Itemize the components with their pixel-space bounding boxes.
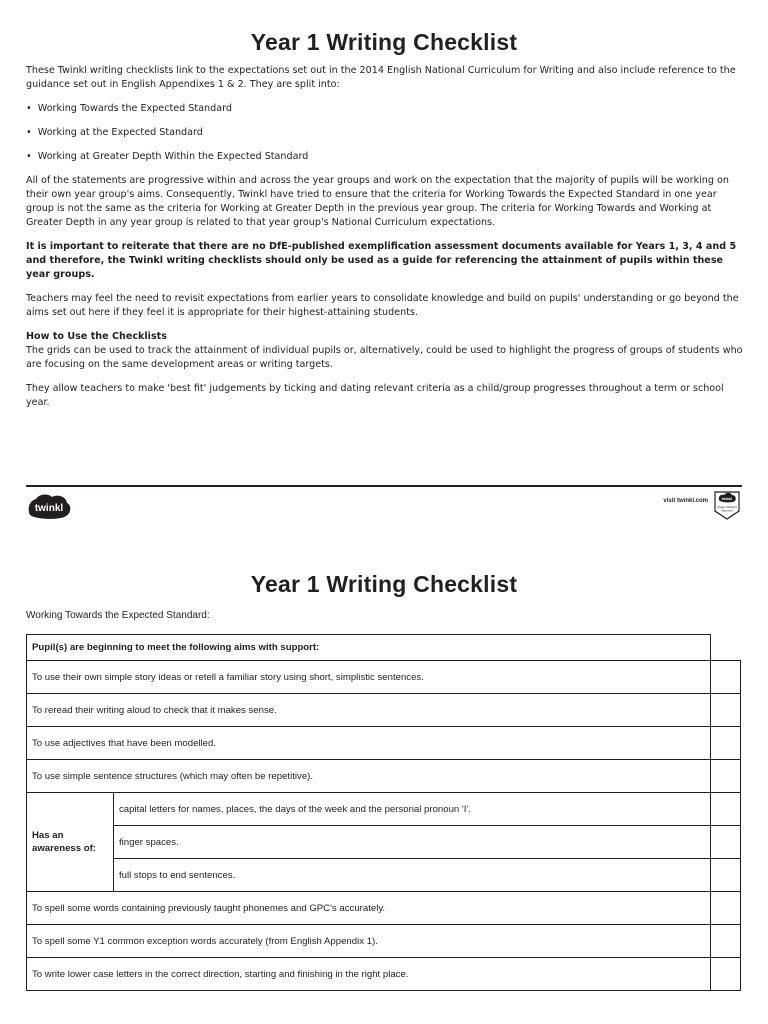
- twinkl-logo: [26, 491, 72, 521]
- best-fit-paragraph: They allow teachers to make 'best fit' judgements by ticking and dating relevant criteria as a child/group progresses throughout a term or school year.: [26, 383, 724, 408]
- checklist-title: Year 1 Writing Checklist: [250, 571, 518, 597]
- svg-text:twinkl: twinkl: [721, 497, 733, 501]
- table-row: [27, 892, 741, 925]
- important-text: It is important to reiterate that there are no DfE-published exemplification assessment documents available for Years 1, 3, 4 and 5 and therefore, the Twinkl writing checklists should only be used as a guide for referencing the attainment of pupils within these year groups.: [26, 241, 737, 280]
- bullet-greater-depth: • Working at Greater Depth Within the Expected Standard: [26, 150, 744, 164]
- svg-text:Quality Standard: Quality Standard: [717, 506, 737, 509]
- tick-cell[interactable]: [711, 793, 741, 826]
- table-row: [27, 925, 741, 958]
- important-paragraph: [26, 240, 744, 282]
- how-to-heading: [26, 330, 744, 344]
- criterion-cell: To use their own simple story ideas or retell a familiar story using short, simplistic sentences.: [27, 661, 711, 694]
- how-to-heading-text: How to Use the Checklists: [26, 331, 167, 342]
- tick-cell[interactable]: [711, 859, 741, 892]
- standard-subheading: Working Towards the Expected Standard:: [26, 610, 210, 621]
- table-row: [27, 727, 741, 760]
- table-row: [27, 826, 741, 859]
- criterion-cell: To spell some Y1 common exception words accurately (from English Appendix 1).: [27, 925, 711, 958]
- criterion-cell: To use adjectives that have been modelled.: [27, 727, 711, 760]
- table-row: [27, 793, 741, 826]
- svg-text:twinkl: twinkl: [34, 503, 64, 514]
- table-header-row: [27, 635, 741, 661]
- awareness-item: finger spaces.: [114, 826, 711, 859]
- how-to-paragraph: The grids can be used to track the attainment of individual pupils or, alternatively, could be used to highlight the progress of groups of students who are focusing on the same development areas or writing targets.: [26, 345, 743, 370]
- awareness-item: full stops to end sentences.: [114, 859, 711, 892]
- tick-cell[interactable]: [711, 760, 741, 793]
- svg-text:Approved: Approved: [721, 509, 733, 513]
- visit-link[interactable]: visit twinkl.com: [663, 498, 708, 504]
- intro-paragraph: These Twinkl writing checklists link to the expectations set out in the 2014 English National Curriculum for Writing and also include reference to the guidance set out in English Appendixes 1 & 2. They are split into:: [26, 65, 736, 90]
- tick-cell[interactable]: [711, 727, 741, 760]
- bullet-working-towards: • Working Towards the Expected Standard: [26, 102, 744, 116]
- table-row: [27, 661, 741, 694]
- progressive-paragraph: All of the statements are progressive within and across the year groups and work on the expectation that the majority of pupils will be working on their own year group's aims. Consequently, Twinkl have tried to ensure that the criteria for Working Towards the Expected Standard in one year group is not the same as the criteria for Working at Greater Depth in the previous year group. The criteria for Working Towards and Working at Greater Depth in any year group is related to that year group's National Curriculum expectations.: [26, 175, 729, 228]
- table-header: Pupil(s) are beginning to meet the following aims with support:: [27, 635, 711, 661]
- bullet-working-at: • Working at the Expected Standard: [26, 126, 744, 140]
- tick-cell[interactable]: [711, 925, 741, 958]
- criterion-cell: To spell some words containing previously taught phonemes and GPC's accurately.: [27, 892, 711, 925]
- tick-cell[interactable]: [711, 892, 741, 925]
- page-title: Year 1 Writing Checklist: [250, 29, 518, 55]
- criterion-cell: To write lower case letters in the correct direction, starting and finishing in the right place.: [27, 958, 711, 991]
- footer-divider: [26, 485, 742, 487]
- intro-section: [26, 64, 744, 420]
- criterion-cell: To use simple sentence structures (which may often be repetitive).: [27, 760, 711, 793]
- table-row: [27, 859, 741, 892]
- table-row: [27, 694, 741, 727]
- table-row: [27, 958, 741, 991]
- header-blank-cell: [711, 635, 741, 661]
- awareness-item: capital letters for names, places, the days of the week and the personal pronoun 'I'.: [114, 793, 711, 826]
- tick-cell[interactable]: [711, 661, 741, 694]
- tick-cell[interactable]: [711, 694, 741, 727]
- table-row: [27, 760, 741, 793]
- teachers-paragraph: Teachers may feel the need to revisit expectations from earlier years to consolidate knowledge and build on pupils' understanding or go beyond the aims set out here if they feel it is appropriate for their highest-attaining students.: [26, 293, 739, 318]
- checklist-table: [26, 634, 741, 991]
- criterion-cell: To reread their writing aloud to check that it makes sense.: [27, 694, 711, 727]
- awareness-label: Has an awareness of:: [27, 793, 114, 892]
- tick-cell[interactable]: [711, 826, 741, 859]
- quality-badge: [712, 489, 742, 521]
- tick-cell[interactable]: [711, 958, 741, 991]
